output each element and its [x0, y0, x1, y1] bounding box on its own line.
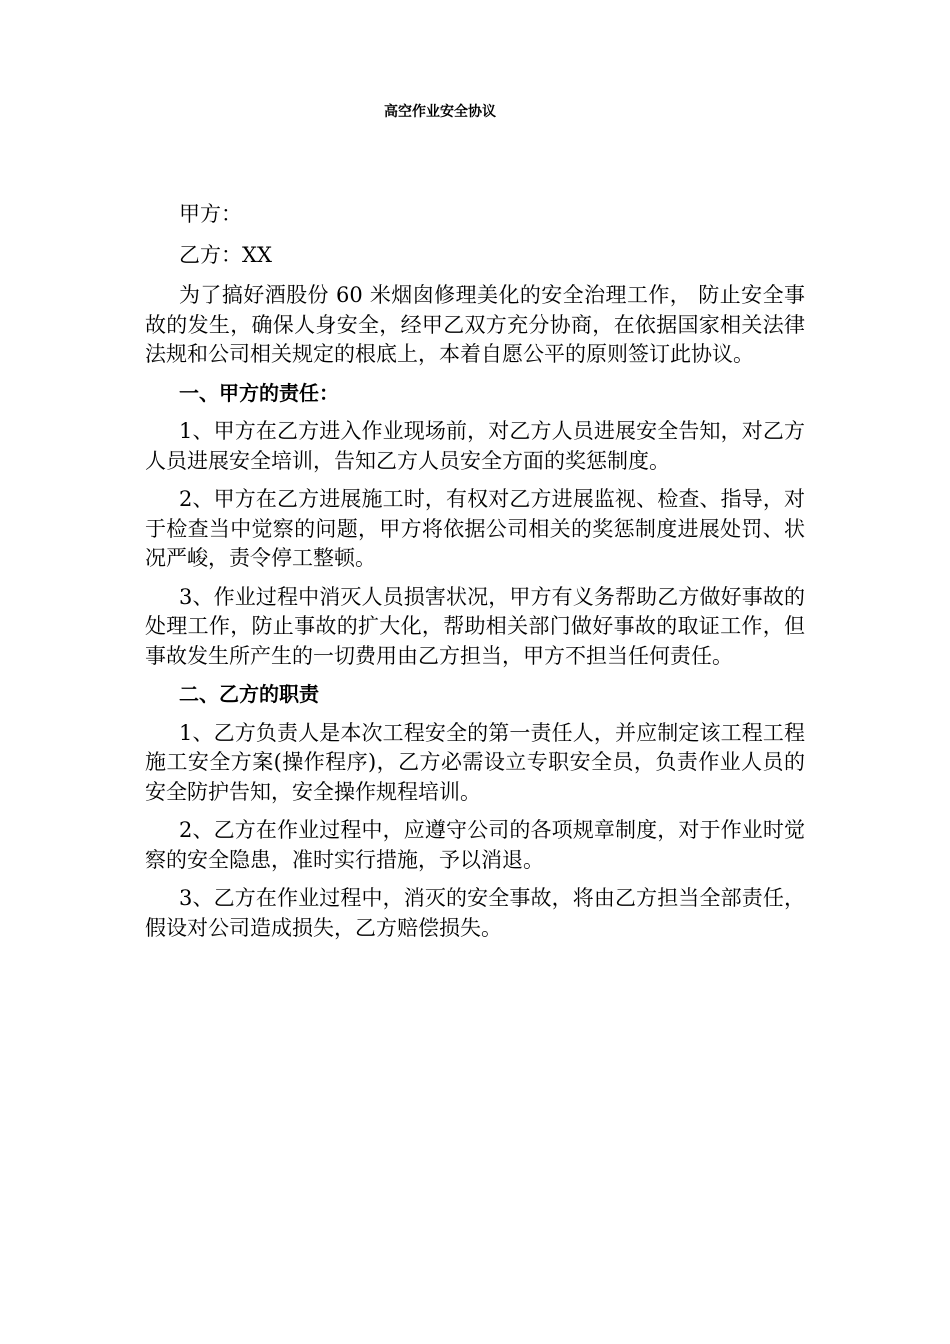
document-title: 高空作业安全协议: [384, 104, 496, 120]
section-1-item-1: 1、甲方在乙方进入作业现场前，对乙方人员进展安全告知，对乙方人员进展安全培训，告知乙方人员安全方面的奖惩制度。: [145, 419, 805, 473]
section-2-item-1: 1、乙方负责人是本次工程安全的第一责任人，并应制定该工程工程施工安全方案(操作程序)，乙方必需设立专职安全员，负责作业人员的安全防护告知，安全操作规程培训。: [145, 720, 805, 804]
section-1-item-3: 3、作业过程中消灭人员损害状况，甲方有义务帮助乙方做好事故的处理工作，防止事故的扩大化，帮助相关部门做好事故的取证工作，但事故发生所产生的一切费用由乙方担当，甲方不担当任何责任。: [145, 584, 805, 668]
party-a-line: 甲方：: [179, 202, 242, 226]
section-2-item-2: 2、乙方在作业过程中，应遵守公司的各项规章制度，对于作业时觉察的安全隐患，准时实行措施，予以消退。: [145, 818, 805, 872]
section-2-heading: 二、乙方的职责: [179, 682, 319, 706]
section-2-item-3: 3、乙方在作业过程中，消灭的安全事故，将由乙方担当全部责任，假设对公司造成损失，乙方赔偿损失。: [145, 886, 805, 940]
intro-paragraph: 为了搞好酒股份 60 米烟囱修理美化的安全治理工作， 防止安全事故的发生，确保人身安全，经甲乙双方充分协商，在依据国家相关法律法规和公司相关规定的根底上，本着自愿公平的原则签订此协议。: [145, 283, 805, 366]
section-1-item-2: 2、甲方在乙方进展施工时，有权对乙方进展监视、检查、指导，对于检查当中觉察的问题，甲方将依据公司相关的奖惩制度进展处罚、状况严峻，责令停工整顿。: [145, 487, 805, 570]
party-b-line: 乙方：XX: [179, 242, 272, 267]
document-body: [145, 200, 805, 952]
section-1-heading: 一、甲方的责任：: [179, 380, 339, 405]
